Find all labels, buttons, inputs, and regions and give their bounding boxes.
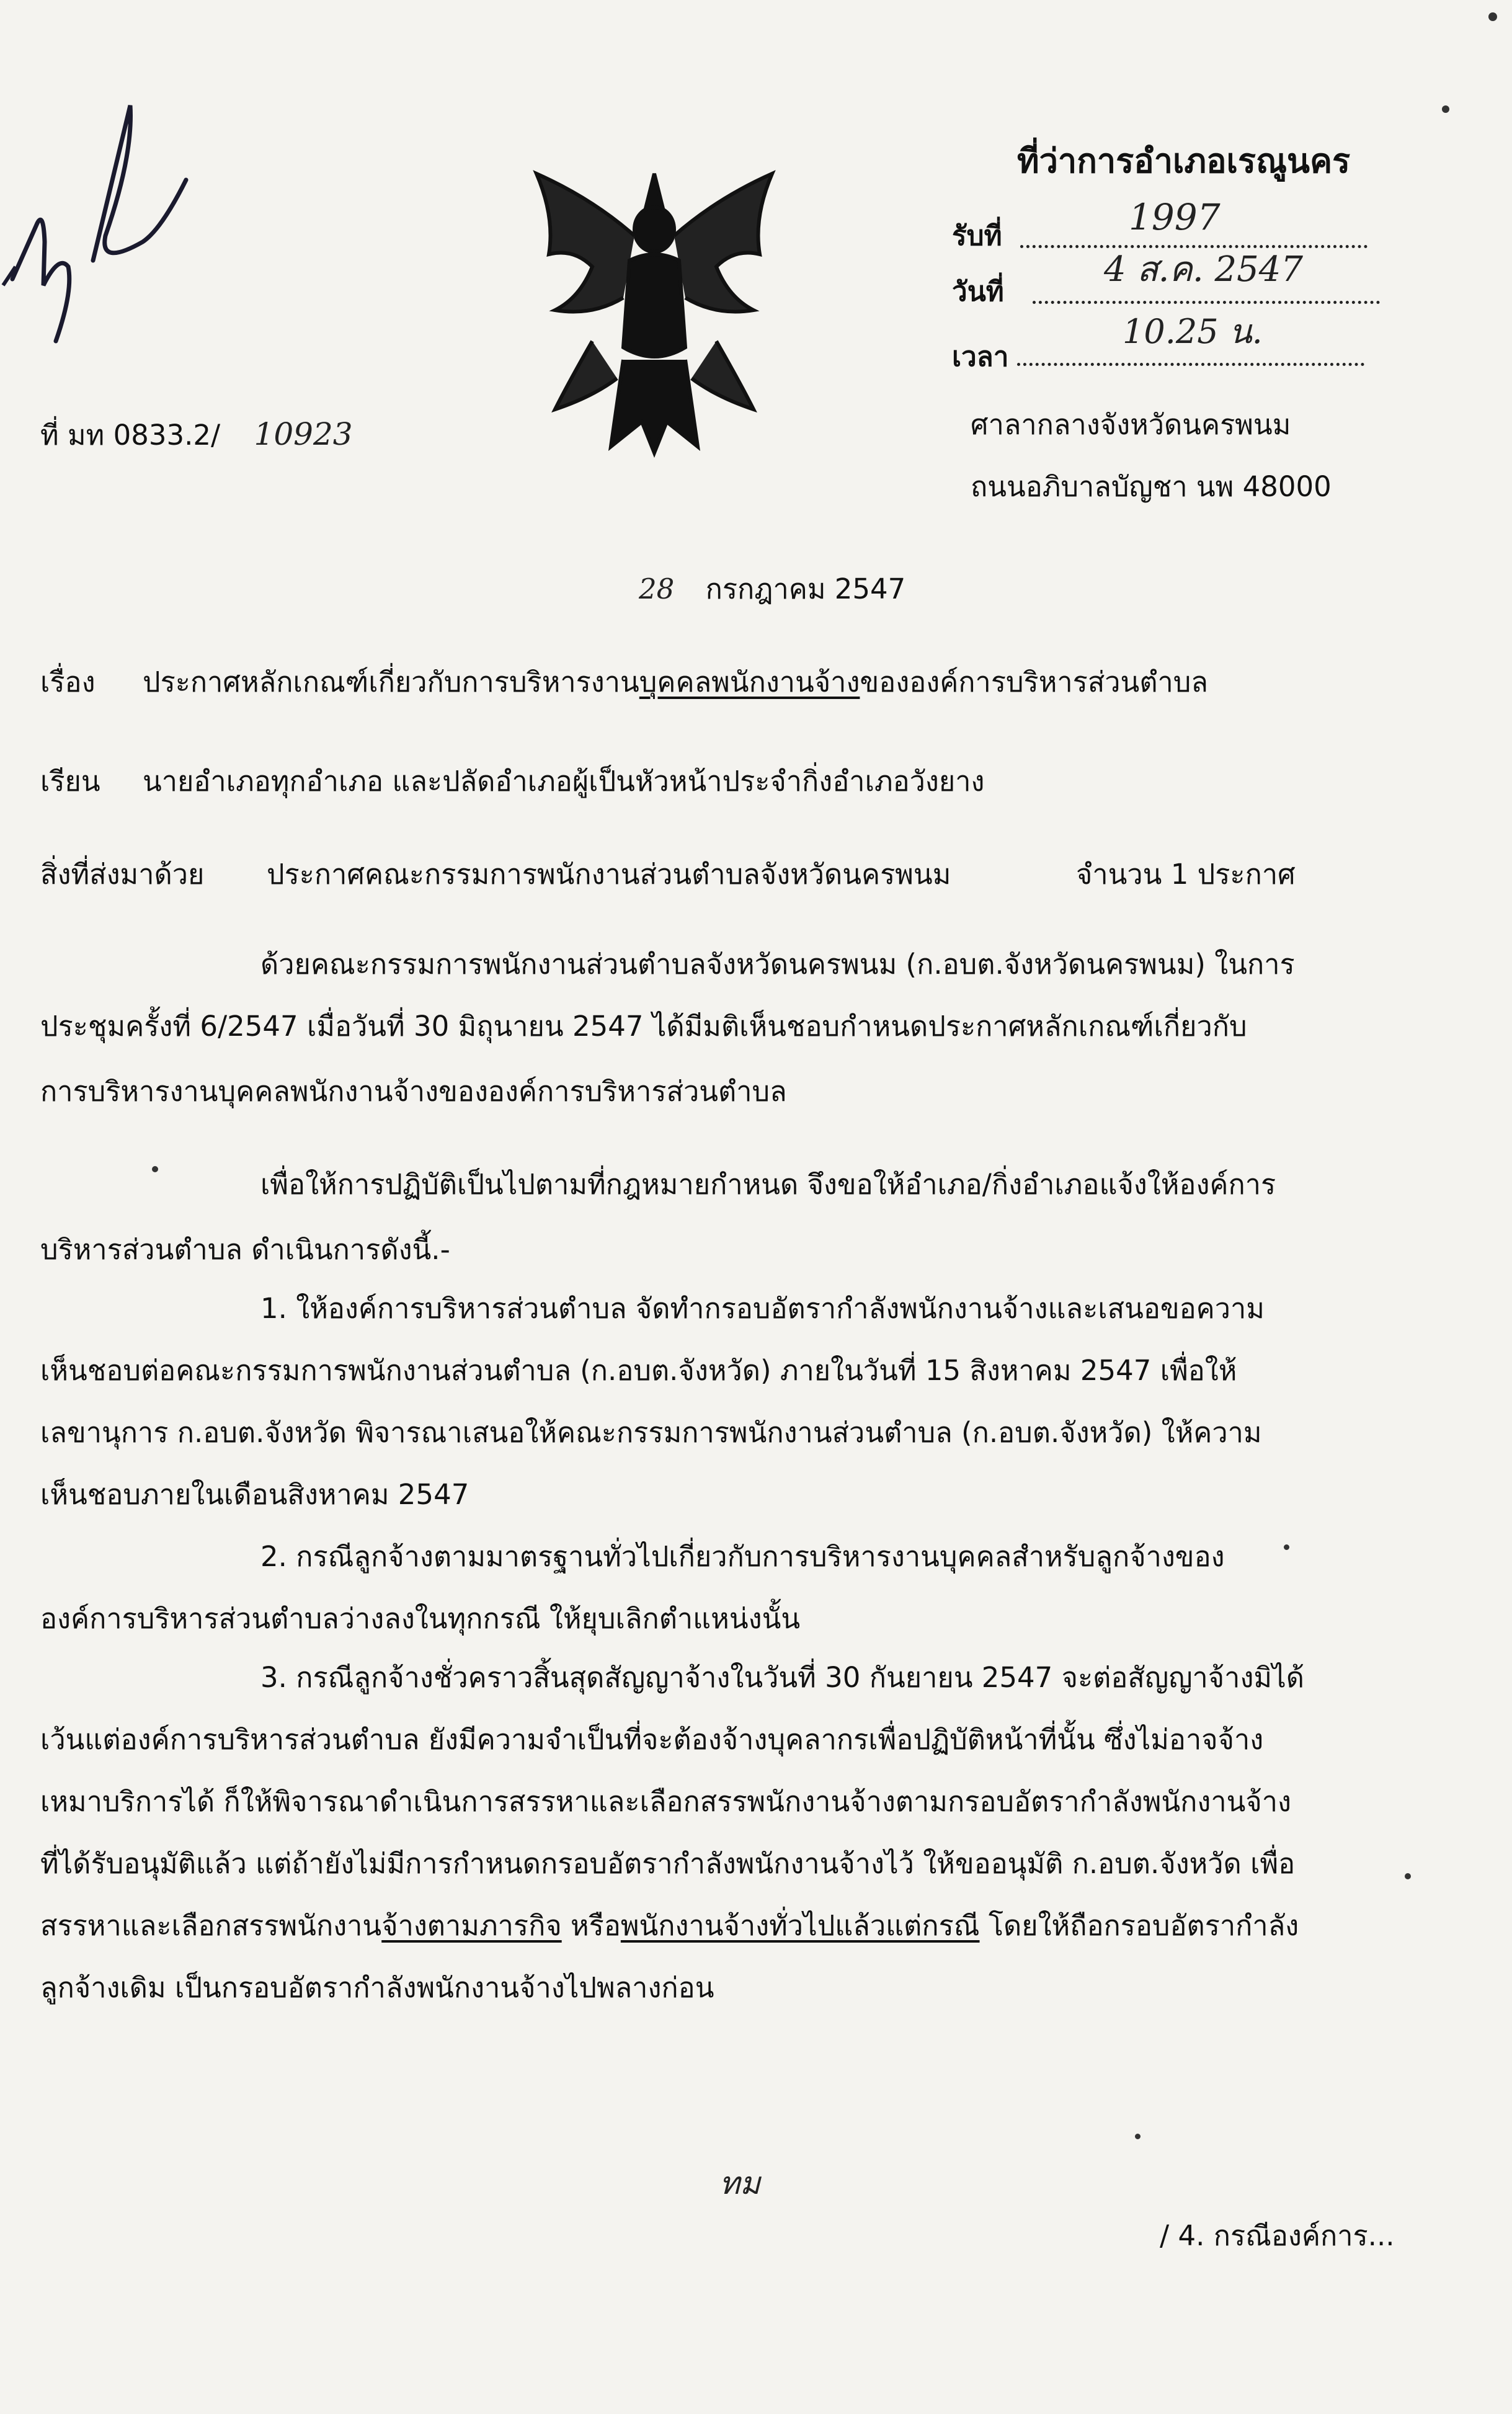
stamp-receive-number: 1997	[1129, 196, 1221, 238]
body-paragraph-1-line-1: ด้วยคณะกรรมการพนักงานส่วนตำบลจังหวัดนครพนม (ก.อบต.จังหวัดนครพนม) ในการ	[260, 948, 1295, 981]
document-reference	[40, 416, 353, 454]
stamp-date-value: 4 ส.ค. 2547	[1104, 249, 1303, 290]
recipient-label: เรียน	[40, 765, 100, 798]
subject-text: ประกาศหลักเกณฑ์เกี่ยวกับการบริหารงานบุคคลพนักงานจ้างขององค์การบริหารส่วนตำบล	[143, 666, 1208, 698]
subject-label: เรื่อง	[40, 666, 96, 698]
item-3-line-1: 3. กรณีลูกจ้างชั่วคราวสิ้นสุดสัญญาจ้างในวันที่ 30 กันยายน 2547 จะต่อสัญญาจ้างมิได้	[260, 1661, 1304, 1694]
reference-prefix: ที่ มท 0833.2/	[40, 419, 221, 452]
enclosure-text: ประกาศคณะกรรมการพนักงานส่วนตำบลจังหวัดนครพนม	[267, 858, 951, 891]
item-3-line-4: ที่ได้รับอนุมัติแล้ว แต่ถ้ายังไม่มีการกำหนดกรอบอัตรากำลังพนักงานจ้างไว้ ให้ขออนุมัติ ก.อบต.จังหวัด เพื่อ	[40, 1847, 1296, 1880]
stamp-receive-line	[1020, 245, 1367, 248]
enclosure-count: จำนวน 1 ประกาศ	[1076, 858, 1296, 891]
scan-speck	[1488, 12, 1497, 21]
body-paragraph-1-line-2: ประชุมครั้งที่ 6/2547 เมื่อวันที่ 30 มิถุนายน 2547 ได้มีมติเห็นชอบกำหนดประกาศหลักเกณฑ์เกี่ยวกับ	[40, 1010, 1247, 1043]
sender-office: ศาลากลางจังหวัดนครพนม	[971, 408, 1291, 441]
body-paragraph-2-line-2: บริหารส่วนตำบล ดำเนินการดังนี้.-	[40, 1233, 450, 1266]
scan-speck	[152, 1166, 158, 1172]
scan-speck	[1135, 2134, 1141, 2139]
stamp-time-label: เวลา	[952, 341, 1009, 373]
scan-speck	[1405, 1873, 1411, 1879]
item-3-line-5: สรรหาและเลือกสรรพนักงานจ้างตามภารกิจ หรือพนักงานจ้างทั่วไปแล้วแต่กรณี โดยให้ถือกรอบอัตรากำลัง	[40, 1909, 1299, 1942]
sender-address: ถนนอภิบาลบัญชา นพ 48000	[971, 470, 1332, 503]
body-paragraph-2-line-1: เพื่อให้การปฏิบัติเป็นไปตามที่กฎหมายกำหนด จึงขอให้อำเภอ/กิ่งอำเภอแจ้งให้องค์การ	[260, 1168, 1276, 1201]
item-2-line-2: องค์การบริหารส่วนตำบลว่างลงในทุกกรณี ให้ยุบเลิกตำแหน่งนั้น	[40, 1602, 801, 1635]
stamp-time-value: 10.25 น.	[1123, 312, 1263, 351]
enclosure-label: สิ่งที่ส่งมาด้วย	[40, 858, 205, 891]
stamp-receive-label: รับที่	[952, 220, 1002, 252]
stamp-date-label: วันที่	[952, 276, 1004, 308]
body-paragraph-1-line-3: การบริหารงานบุคคลพนักงานจ้างขององค์การบริหารส่วนตำบล	[40, 1075, 787, 1108]
item-3-line-2: เว้นแต่องค์การบริหารส่วนตำบล ยังมีความจำเป็นที่จะต้องจ้างบุคลากรเพื่อปฏิบัติหน้าที่นั้น ซึ่งไม่อาจจ้าง	[40, 1723, 1264, 1756]
item-2-line-1: 2. กรณีลูกจ้างตามมาตรฐานทั่วไปเกี่ยวกับการบริหารงานบุคคลสำหรับลูกจ้างของ	[260, 1540, 1225, 1573]
letter-date-month-year: กรกฎาคม 2547	[705, 572, 906, 605]
letter-date-day: 28	[639, 572, 675, 605]
scan-speck	[1442, 105, 1449, 113]
item-3-line-3: เหมาบริการได้ ก็ให้พิจารณาดำเนินการสรรหาและเลือกสรรพนักงานจ้างตามกรอบอัตรากำลังพนักงานจ้าง	[40, 1785, 1292, 1818]
item-1-line-3: เลขานุการ ก.อบต.จังหวัด พิจารณาเสนอให้คณะกรรมการพนักงานส่วนตำบล (ก.อบต.จังหวัด) ให้ความ	[40, 1416, 1262, 1449]
stamp-date-line	[1033, 301, 1380, 304]
stamp-office: ที่ว่าการอำเภอเรณูนคร	[1017, 141, 1351, 180]
handwritten-signature	[0, 81, 198, 347]
scan-speck	[1284, 1544, 1289, 1550]
item-3-line-6: ลูกจ้างเดิม เป็นกรอบอัตรากำลังพนักงานจ้างไปพลางก่อน	[40, 1971, 714, 2004]
item-1-line-2: เห็นชอบต่อคณะกรรมการพนักงานส่วนตำบล (ก.อบต.จังหวัด) ภายในวันที่ 15 สิงหาคม 2547 เพื่อให้	[40, 1354, 1237, 1387]
reference-number: 10923	[254, 416, 353, 452]
item-1-line-4: เห็นชอบภายในเดือนสิงหาคม 2547	[40, 1478, 469, 1511]
typist-initials: ทม	[719, 2165, 760, 2201]
recipient-text: นายอำเภอทุกอำเภอ และปลัดอำเภอผู้เป็นหัวหน้าประจำกิ่งอำเภอวังยาง	[143, 765, 985, 798]
letter-date	[639, 571, 905, 608]
item-1-line-1: 1. ให้องค์การบริหารส่วนตำบล จัดทำกรอบอัตรากำลังพนักงานจ้างและเสนอขอความ	[260, 1292, 1265, 1325]
continuation-text: / 4. กรณีองค์การ...	[1160, 2219, 1395, 2252]
stamp-time-line	[1017, 363, 1364, 366]
garuda-emblem	[518, 161, 791, 459]
